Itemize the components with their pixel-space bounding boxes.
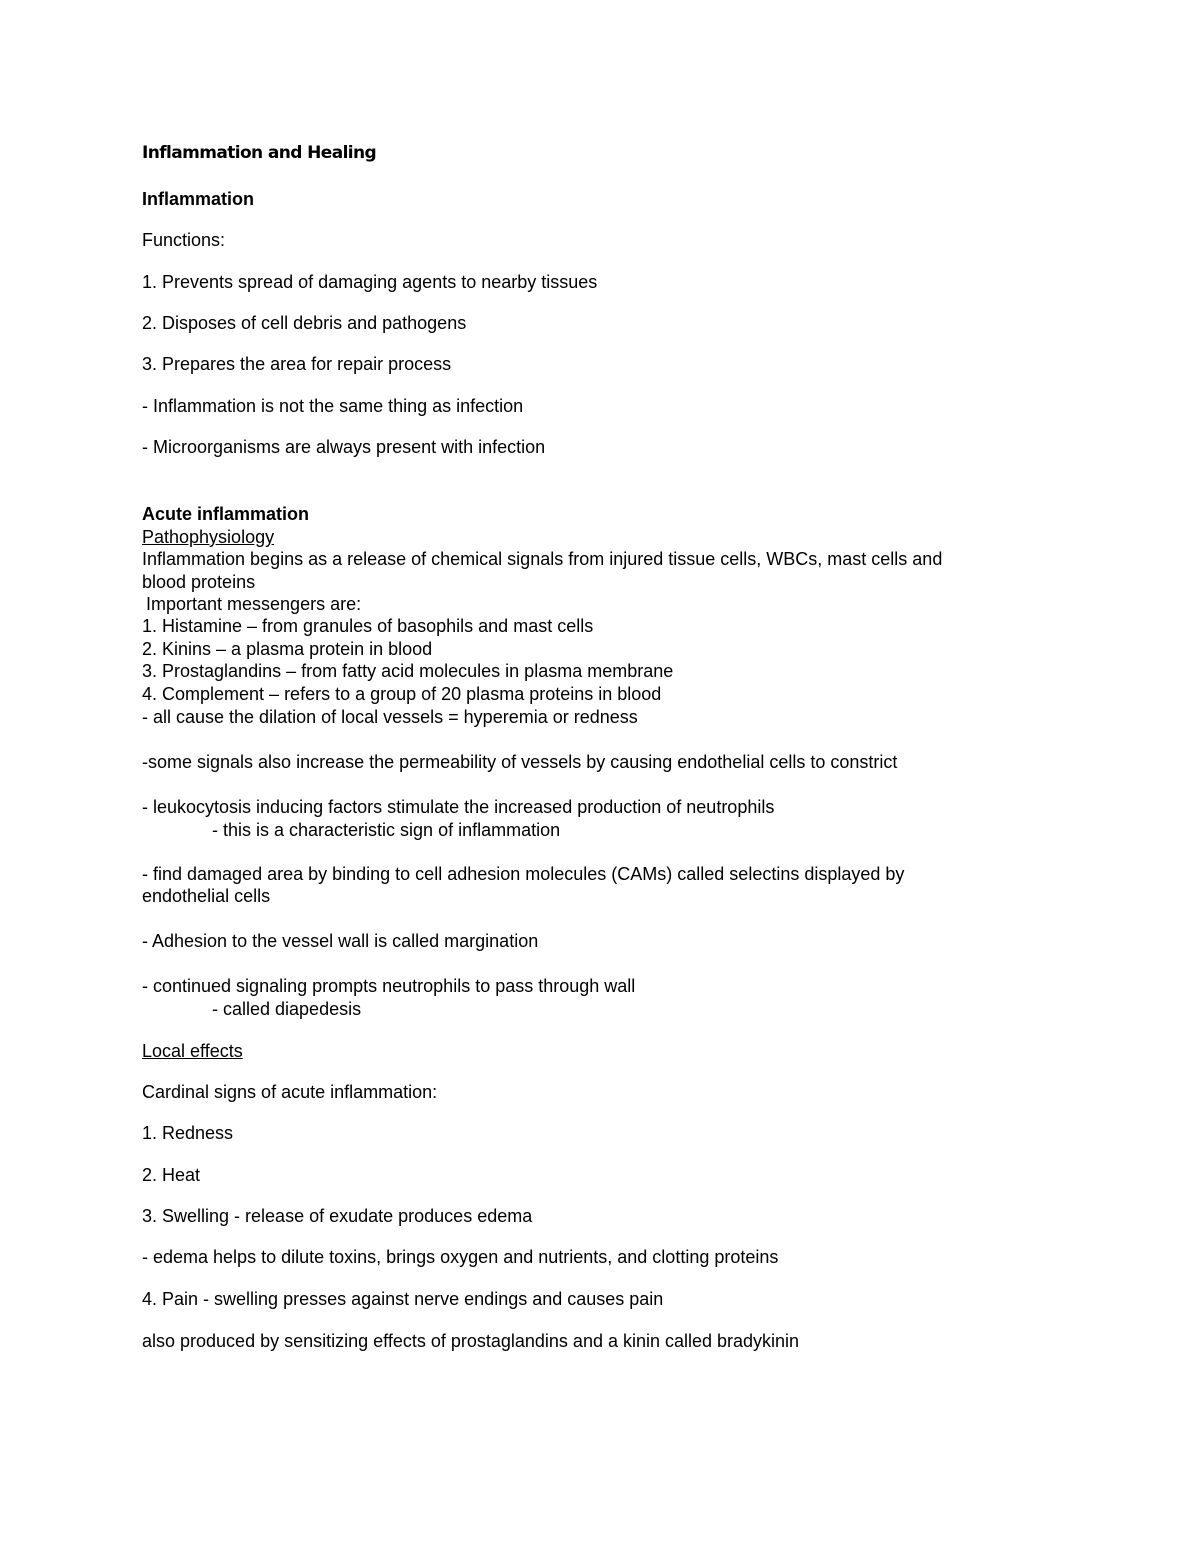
messenger-item: 1. Histamine – from granules of basophils and mast cells <box>142 616 594 636</box>
messengers-label: Important messengers are: <box>146 594 362 614</box>
diapedesis-subnote: - called diapedesis <box>212 999 362 1019</box>
messenger-item: 3. Prostaglandins – from fatty acid molecules in plasma membrane <box>142 661 674 681</box>
intro-line: Inflammation begins as a release of chemical signals from injured tissue cells, WBCs, mast cells and <box>142 549 943 569</box>
cardinal-signs-label: Cardinal signs of acute inflammation: <box>142 1082 438 1102</box>
pain-note: also produced by sensitizing effects of prostaglandins and a kinin called bradykinin <box>142 1331 800 1351</box>
dilation-note: - all cause the dilation of local vessels = hyperemia or redness <box>142 707 638 727</box>
functions-label: Functions: <box>142 230 226 250</box>
subheading-local-effects: Local effects <box>142 1041 243 1061</box>
document-title: Inflammation and Healing <box>142 143 377 163</box>
leukocytosis-subnote: - this is a characteristic sign of inflammation <box>212 820 561 840</box>
function-item: 2. Disposes of cell debris and pathogens <box>142 313 467 333</box>
note-item: - Microorganisms are always present with infection <box>142 437 546 457</box>
permeability-note: -some signals also increase the permeability of vessels by causing endothelial cells to constrict <box>142 752 898 772</box>
edema-note: - edema helps to dilute toxins, brings oxygen and nutrients, and clotting proteins <box>142 1247 779 1267</box>
messenger-item: 2. Kinins – a plasma protein in blood <box>142 639 433 659</box>
sign-item: 1. Redness <box>142 1123 234 1143</box>
heading-inflammation: Inflammation <box>142 189 255 209</box>
sign-item: 2. Heat <box>142 1165 201 1185</box>
function-item: 1. Prevents spread of damaging agents to nearby tissues <box>142 272 598 292</box>
heading-acute-inflammation: Acute inflammation <box>142 504 310 524</box>
cams-note: - find damaged area by binding to cell adhesion molecules (CAMs) called selectins displayed by <box>142 864 905 884</box>
intro-line: blood proteins <box>142 572 256 592</box>
sign-item: 4. Pain - swelling presses against nerve endings and causes pain <box>142 1289 664 1309</box>
margination-note: - Adhesion to the vessel wall is called margination <box>142 931 539 951</box>
cams-note: endothelial cells <box>142 886 271 906</box>
diapedesis-note: - continued signaling prompts neutrophils to pass through wall <box>142 976 636 996</box>
messenger-item: 4. Complement – refers to a group of 20 plasma proteins in blood <box>142 684 662 704</box>
leukocytosis-note: - leukocytosis inducing factors stimulate the increased production of neutrophils <box>142 797 775 817</box>
function-item: 3. Prepares the area for repair process <box>142 354 452 374</box>
subheading-pathophysiology: Pathophysiology <box>142 527 275 547</box>
sign-item: 3. Swelling - release of exudate produces edema <box>142 1206 533 1226</box>
note-item: - Inflammation is not the same thing as infection <box>142 396 524 416</box>
